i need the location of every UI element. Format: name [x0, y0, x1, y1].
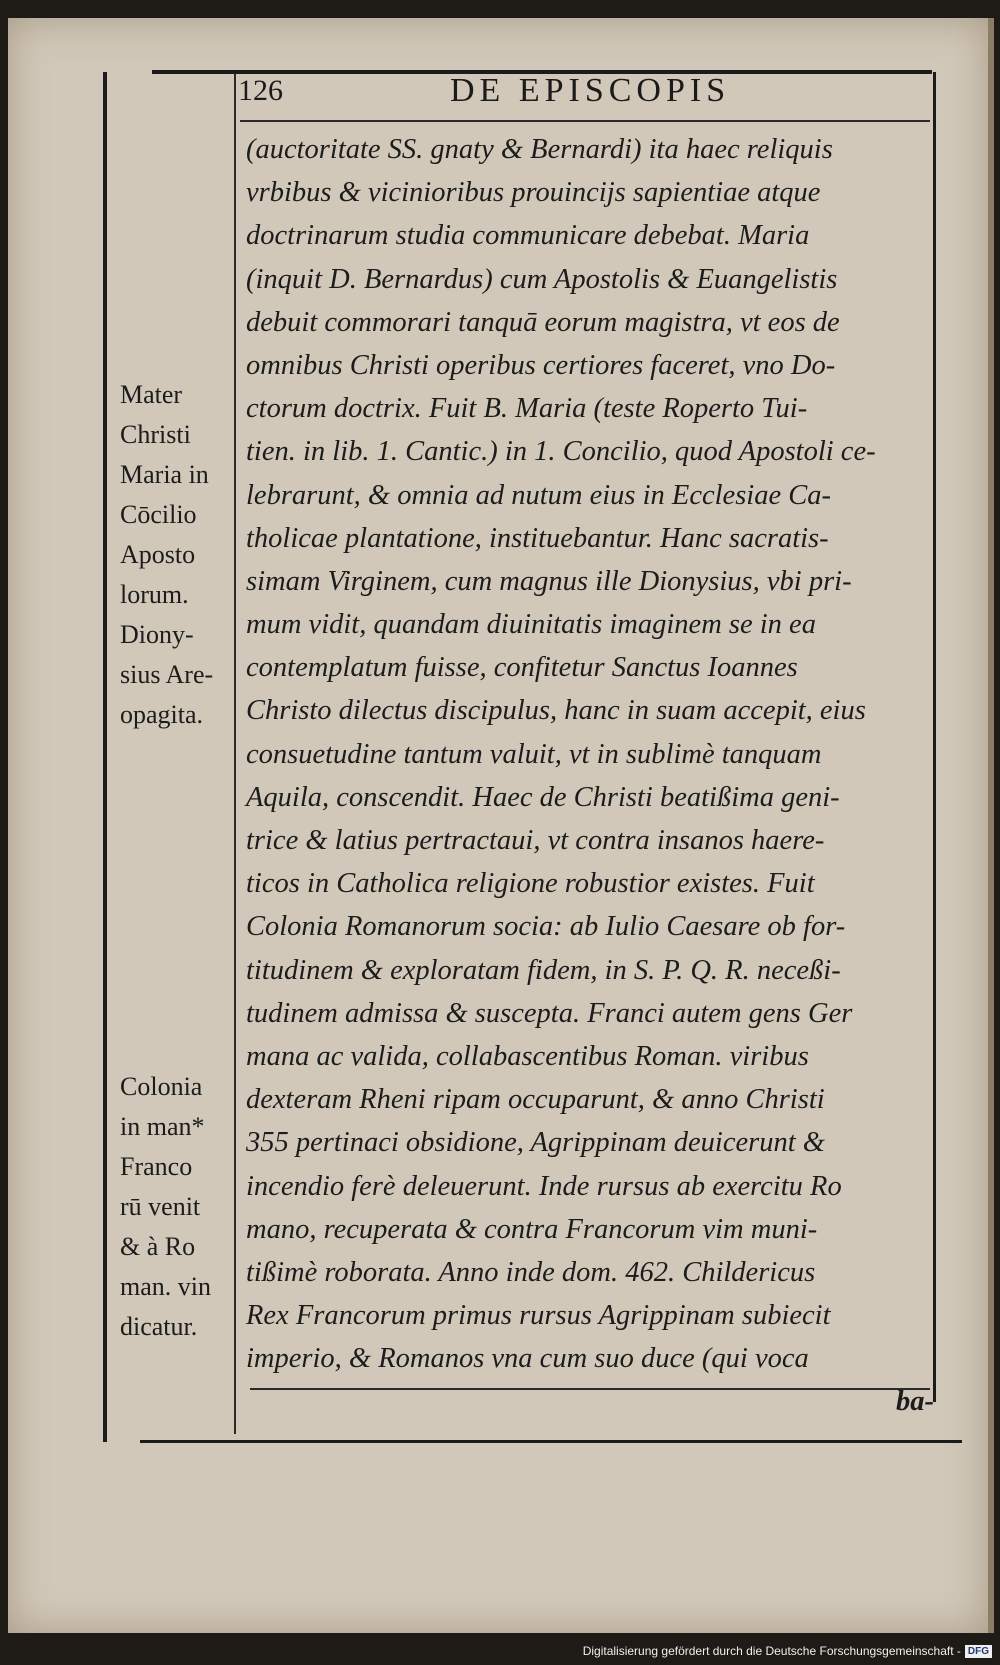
text-line: incendio ferè deleuerunt. Inde rursus ab exercitu Ro [246, 1170, 842, 1202]
text-line: mum vidit, quandam diuinitatis imaginem se in ea [246, 609, 816, 641]
text-line: tudinem admissa & suscepta. Franci autem gens Ger [246, 997, 853, 1029]
marginal-line: Colonia [120, 1072, 203, 1101]
marginal-line: & à Ro [120, 1232, 196, 1261]
marginal-line: Christi [120, 420, 191, 449]
text-line: doctrinarum studia communicare debebat. Maria [246, 220, 810, 252]
text-line: vrbibus & vicinioribus prouincijs sapientiae atque [246, 177, 821, 209]
body-text [246, 128, 936, 1424]
marginal-line: rū venit [120, 1192, 201, 1221]
text-line: contemplatum fuisse, confitetur Sanctus Ioannes [246, 652, 798, 684]
marginal-line: Aposto [120, 540, 196, 569]
marginal-line: Franco [120, 1152, 193, 1181]
text-line: Colonia Romanorum socia: ab Iulio Caesare ob for- [246, 911, 846, 943]
text-line: (inquit D. Bernardus) cum Apostolis & Euangelistis [246, 263, 838, 295]
text-line: 355 pertinaci obsidione, Agrippinam deuicerunt & [246, 1127, 825, 1159]
text-line: mana ac valida, collabascentibus Roman. viribus [246, 1040, 809, 1072]
text-line: consuetudine tantum valuit, vt in sublimè tanquam [246, 738, 822, 770]
text-line: ticos in Catholica religione robustior existes. Fuit [246, 868, 815, 900]
text-line: ctorum doctrix. Fuit B. Maria (teste Roperto Tui- [246, 393, 808, 425]
text-line: debuit commorari tanquā eorum magistra, vt eos de [246, 306, 840, 338]
marginal-line: Diony- [120, 620, 194, 649]
text-line: trice & latius pertractaui, vt contra insanos haere- [246, 825, 825, 856]
marginal-line: dicatur. [120, 1312, 198, 1341]
text-line: dexteram Rheni ripam occuparunt, & anno Christi [246, 1084, 825, 1116]
text-line: simam Virginem, cum magnus ille Dionysius, vbi pri- [246, 565, 852, 597]
frame-bottom-rule [140, 1440, 962, 1443]
frame-left-rule [103, 72, 107, 1442]
text-line: (auctoritate SS. gnaty & Bernardi) ita haec reliquis [246, 134, 833, 165]
marginal-line: in man* [120, 1112, 205, 1141]
marginal-line: Cōcilio [120, 500, 197, 529]
page-number: 126 [238, 74, 283, 107]
digitization-credit [583, 1644, 992, 1658]
marginal-line: sius Are- [120, 660, 214, 689]
marginal-note-colonia [120, 1067, 235, 1347]
marginal-line: man. vin [120, 1272, 211, 1301]
marginal-note-mater-christi [120, 375, 235, 735]
text-line: Aquila, conscendit. Haec de Christi beatißima geni- [246, 781, 840, 813]
marginal-line: Mater [120, 380, 183, 409]
text-line: omnibus Christi operibus certiores faceret, vno Do- [246, 349, 836, 381]
catchword: ba- [896, 1386, 934, 1418]
text-line: mano, recuperata & contra Francorum vim muni- [246, 1213, 818, 1245]
running-head: DE EPISCOPIS [450, 72, 731, 109]
text-line: tißimè roborata. Anno inde dom. 462. Childericus [246, 1256, 816, 1288]
text-line: Christo dilectus discipulus, hanc in suam accepit, eius [246, 695, 866, 727]
text-line: Rex Francorum primus rursus Agrippinam subiecit [246, 1300, 831, 1332]
header-rule [240, 120, 930, 122]
text-line: imperio, & Romanos vna cum suo duce (qui voca [246, 1343, 809, 1375]
text-line: tholicae plantatione, instituebantur. Hanc sacratis- [246, 522, 829, 554]
text-line: lebrarunt, & omnia ad nutum eius in Ecclesiae Ca- [246, 479, 831, 511]
marginal-line: opagita. [120, 700, 204, 729]
credit-text: Digitalisierung gefördert durch die Deutsche Forschungsgemeinschaft - [582, 1644, 961, 1658]
marginal-line: lorum. [120, 580, 189, 609]
text-line: tien. in lib. 1. Cantic.) in 1. Concilio, quod Apostoli ce- [246, 436, 876, 468]
dfg-logo-icon: DFG [965, 1645, 992, 1658]
text-line: titudinem & exploratam fidem, in S. P. Q. R. neceßi- [246, 954, 841, 986]
marginal-line: Maria in [120, 460, 209, 489]
